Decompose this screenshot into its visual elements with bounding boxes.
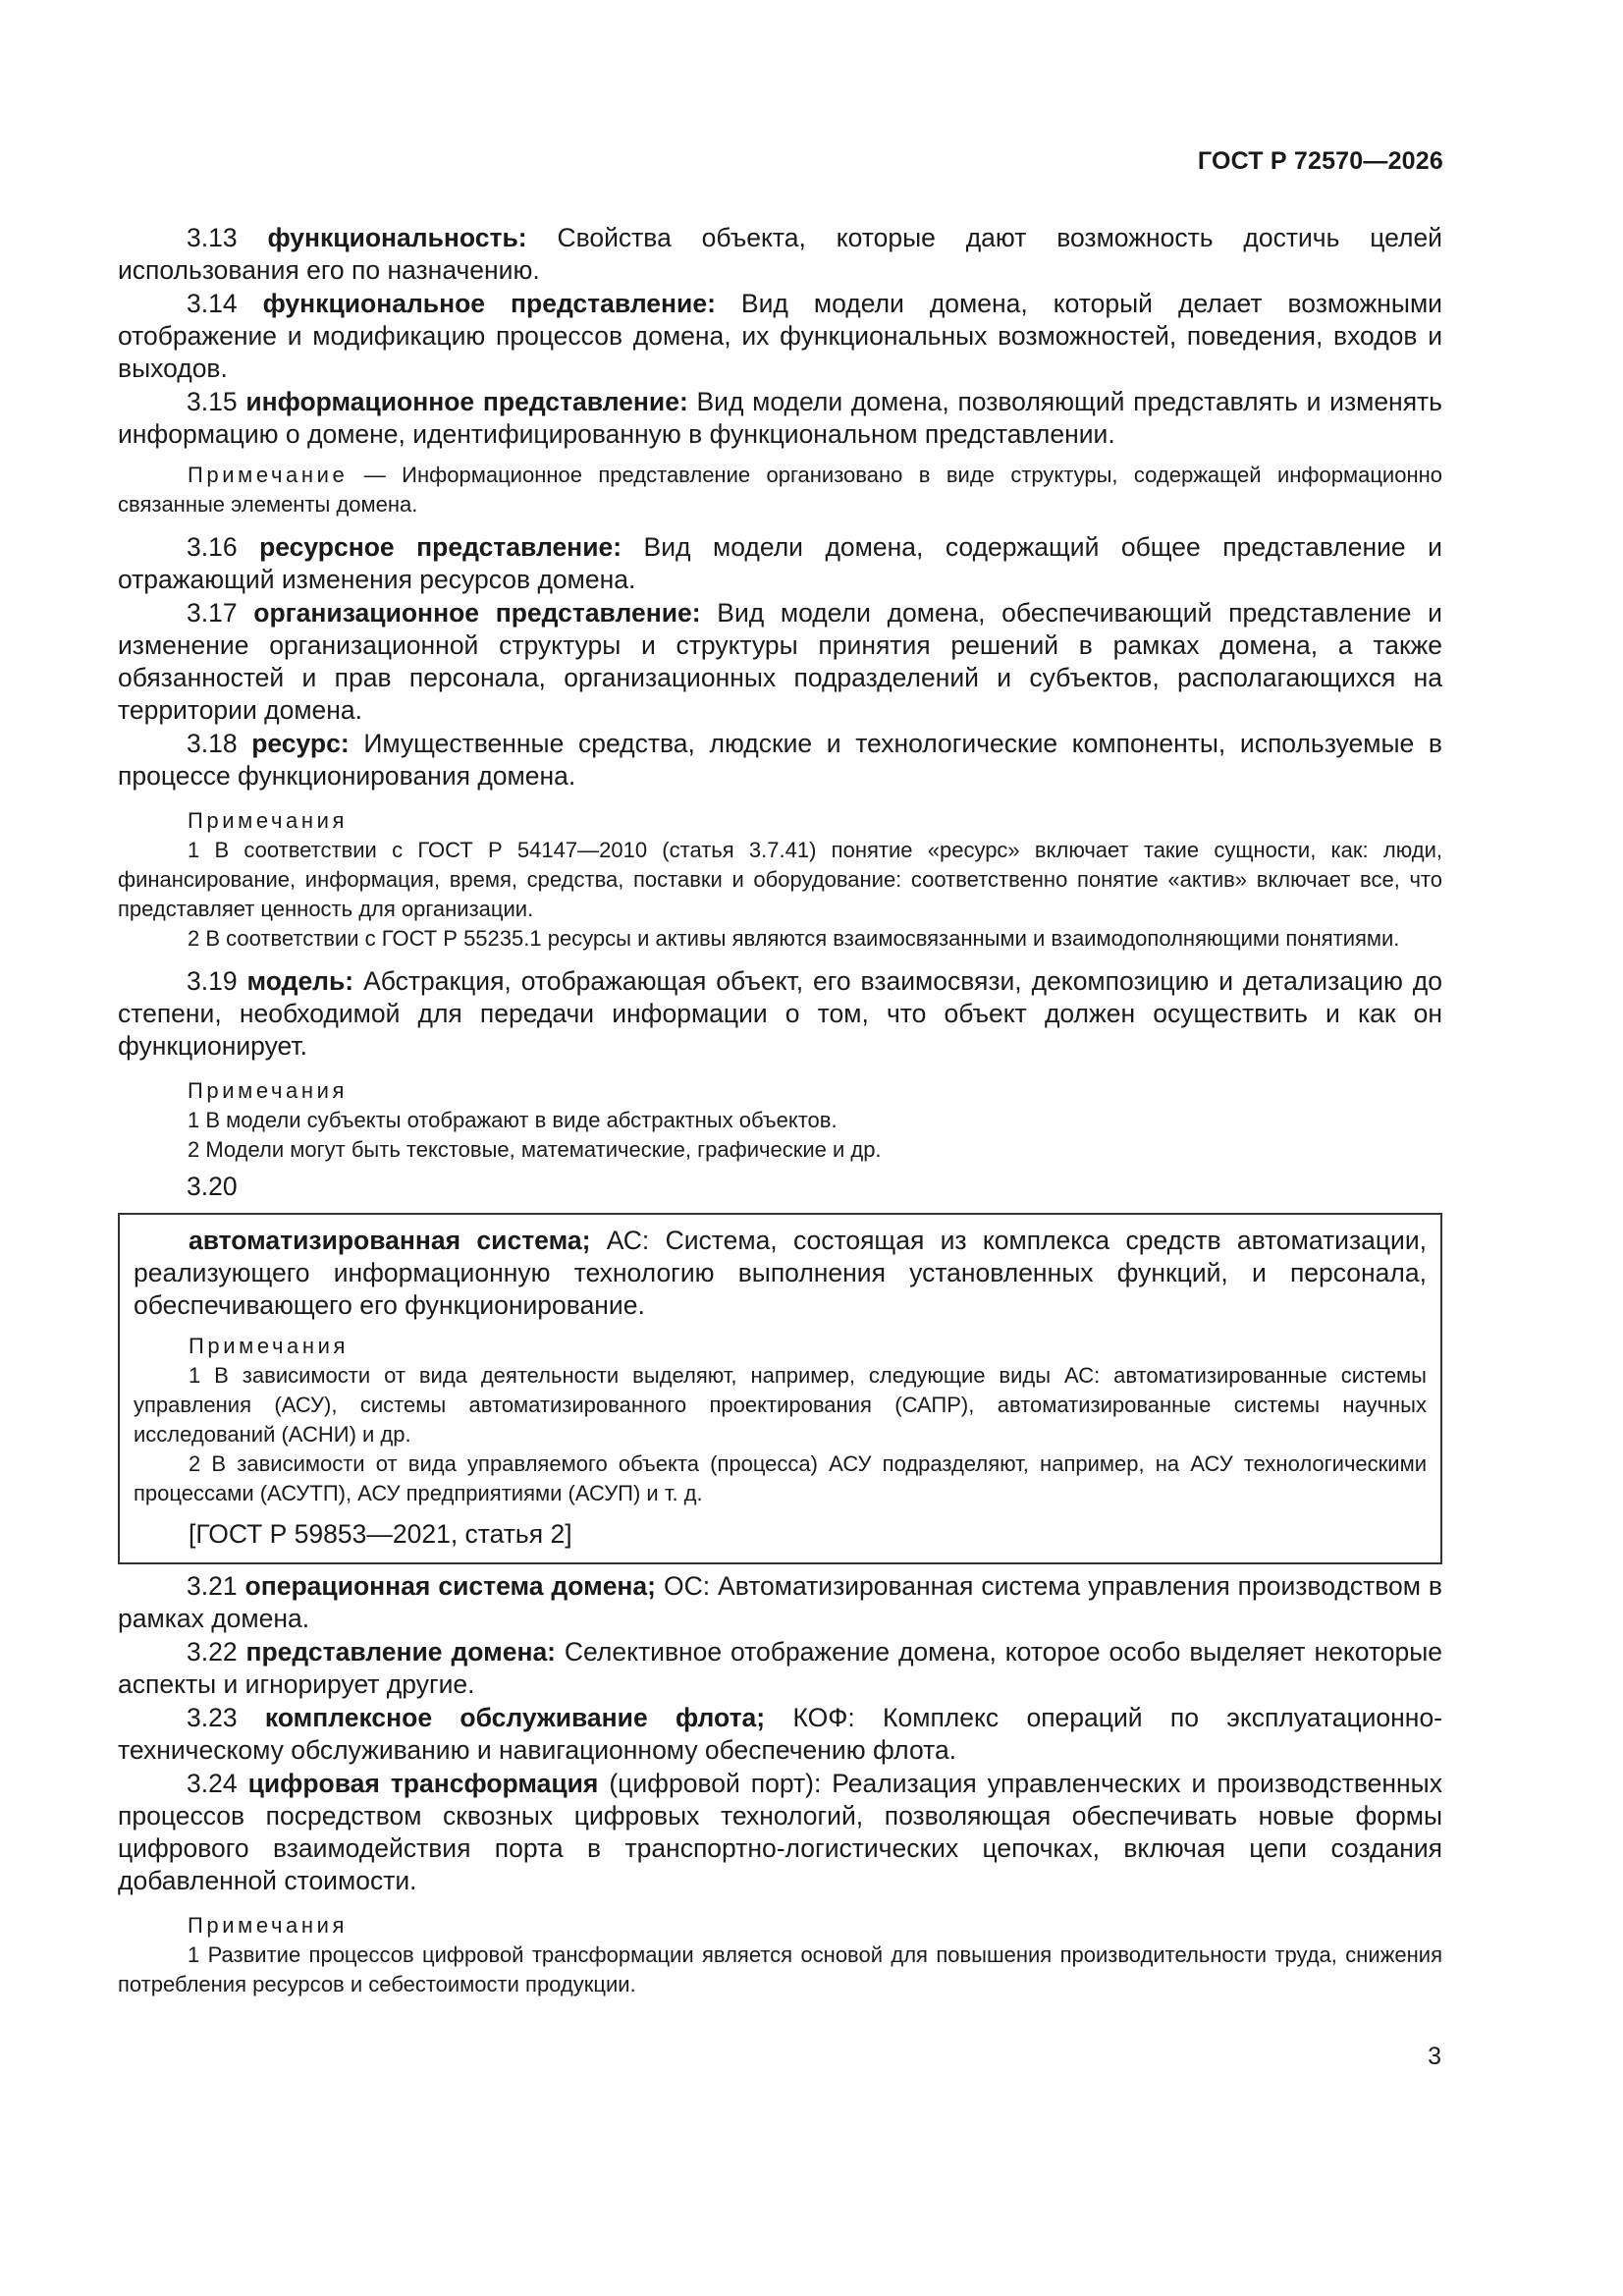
term-name: ресурсное представление: — [259, 532, 622, 562]
term-definition: Вид модели домена, содержащий общее представление и отражающий изменения ресурсов домена. — [118, 532, 1442, 594]
term-name: ресурс: — [251, 729, 350, 758]
note-item: 2 Модели могут быть текстовые, математические, графические и др. — [188, 1137, 882, 1162]
term-number: 3.24 — [187, 1769, 238, 1798]
term-name: организационное представление: — [253, 598, 701, 628]
term-name: цифровая трансформация — [247, 1769, 599, 1798]
term-number: 3.15 — [187, 387, 238, 416]
term-definition: Вид модели домена, позволяющий представлять и изменять информацию о домене, идентифицированную в функциональном представлении. — [118, 387, 1442, 449]
boxed-term — [118, 1213, 1442, 1564]
term-entry — [118, 288, 1442, 385]
term-entry — [118, 222, 1442, 287]
notes-heading: Примечания — [188, 808, 349, 833]
term-definition: Вид модели домена, обеспечивающий представление и изменение организационной структуры и структуры принятия решений в рамках домена, а также обязанностей и прав персонала, организационных подразделений и субъектов, располагающихся на территории домена. — [118, 598, 1442, 725]
notes-heading: Примечания — [188, 1913, 349, 1938]
term-name: модель: — [246, 966, 354, 996]
term-entry — [118, 1570, 1442, 1635]
term-number: 3.14 — [187, 289, 238, 318]
note-item: 1 В модели субъекты отображают в виде абстрактных объектов. — [188, 1108, 838, 1132]
term-entry — [118, 1702, 1442, 1767]
term-definition: Селективное отображение домена, которое особо выделяет некоторые аспекты и игнорирует другие. — [118, 1637, 1442, 1699]
term-name: операционная система домена; — [244, 1571, 656, 1601]
term-number: 3.20 — [187, 1172, 238, 1201]
term-definition: (цифровой порт): Реализация управленческих и производственных процессов посредством сквозных цифровых технологий, позволяющая обеспечивать новые формы цифрового взаимодействия порта в транспортно-логистических цепочках, включая цепи создания добавленной стоимости. — [118, 1769, 1442, 1895]
term-definition: Вид модели домена, который делает возможными отображение и модификацию процессов домена, их функциональных возможностей, поведения, входов и выходов. — [118, 289, 1442, 383]
term-definition: ОС: Автоматизированная система управления производством в рамках домена. — [118, 1571, 1442, 1633]
note-item: 1 В соответствии с ГОСТ Р 54147—2010 (статья 3.7.41) понятие «ресурс» включает такие сущности, как: люди, финансирование, информация, время, средства, поставки и оборудование: соответственно понятие «актив» включает все, что представляет ценность для организации. — [118, 838, 1442, 921]
document-header: ГОСТ Р 72570—2026 — [1197, 147, 1443, 175]
term-number: 3.22 — [187, 1637, 238, 1667]
term-entry — [134, 1225, 1427, 1322]
term-entry — [118, 1768, 1442, 1897]
term-definition: Свойства объекта, которые дают возможность достичь целей использования его по назначению. — [118, 223, 1442, 285]
term-entry — [118, 597, 1442, 727]
term-name: функциональность: — [267, 223, 527, 252]
term-entry — [118, 531, 1442, 596]
page-number: 3 — [1428, 2043, 1441, 2070]
note-label: Примечание — [188, 463, 349, 487]
note — [118, 461, 1442, 519]
term-number: 3.21 — [187, 1571, 238, 1601]
term-name: информационное представление: — [245, 387, 688, 416]
term-name: автоматизированная система; — [189, 1226, 591, 1255]
term-number: 3.17 — [187, 598, 238, 628]
document-body — [118, 222, 1442, 1999]
term-number: 3.13 — [187, 223, 238, 252]
note-item: 1 В зависимости от вида деятельности выделяют, например, следующие виды АС: автоматизированные системы управления (АСУ), системы автоматизированного проектирования (САПР), автоматизированные системы научных исследований (АСНИ) и др. — [134, 1363, 1427, 1447]
term-entry — [118, 386, 1442, 451]
term-entry — [118, 1636, 1442, 1701]
term-number: 3.23 — [187, 1703, 238, 1732]
term-entry — [118, 965, 1442, 1063]
source-reference: [ГОСТ Р 59853—2021, статья 2] — [189, 1519, 572, 1549]
term-name: функциональное представление: — [262, 289, 716, 318]
term-definition: Имущественные средства, людские и технологические компоненты, используемые в процессе функционирования домена. — [118, 729, 1442, 791]
note-item: 2 В зависимости от вида управляемого объекта (процесса) АСУ подразделяют, например, на АСУ технологическими процессами (АСУТП), АСУ предприятиями (АСУП) и т. д. — [134, 1451, 1427, 1505]
note-text: — Информационное представление организовано в виде структуры, содержащей информационно связанные элементы домена. — [118, 463, 1442, 517]
term-number: 3.16 — [187, 532, 238, 562]
term-name: комплексное обслуживание флота; — [264, 1703, 766, 1732]
term-definition: КОФ: Комплекс операций по эксплуатационно-техническому обслуживанию и навигационному обеспечению флота. — [118, 1703, 1443, 1765]
notes-heading: Примечания — [189, 1334, 350, 1358]
notes-heading: Примечания — [188, 1078, 349, 1103]
note-item: 2 В соответствии с ГОСТ Р 55235.1 ресурсы и активы являются взаимосвязанными и взаимодополняющими понятиями. — [188, 926, 1400, 951]
term-entry — [118, 728, 1442, 793]
note-item: 1 Развитие процессов цифровой трансформации является основой для повышения производительности труда, снижения потребления ресурсов и себестоимости продукции. — [118, 1942, 1442, 1996]
term-number: 3.18 — [187, 729, 238, 758]
term-definition: АС: Система, состоящая из комплекса средств автоматизации, реализующего информационную технологию выполнения установленных функций, и персонала, обеспечивающего его функционирование. — [134, 1226, 1427, 1320]
term-definition: Абстракция, отображающая объект, его взаимосвязи, декомпозицию и детализацию до степени, необходимой для передачи информации о том, что объект должен осуществить и как он функционирует. — [118, 966, 1442, 1061]
term-name: представление домена: — [245, 1637, 557, 1667]
term-number: 3.19 — [187, 966, 238, 996]
